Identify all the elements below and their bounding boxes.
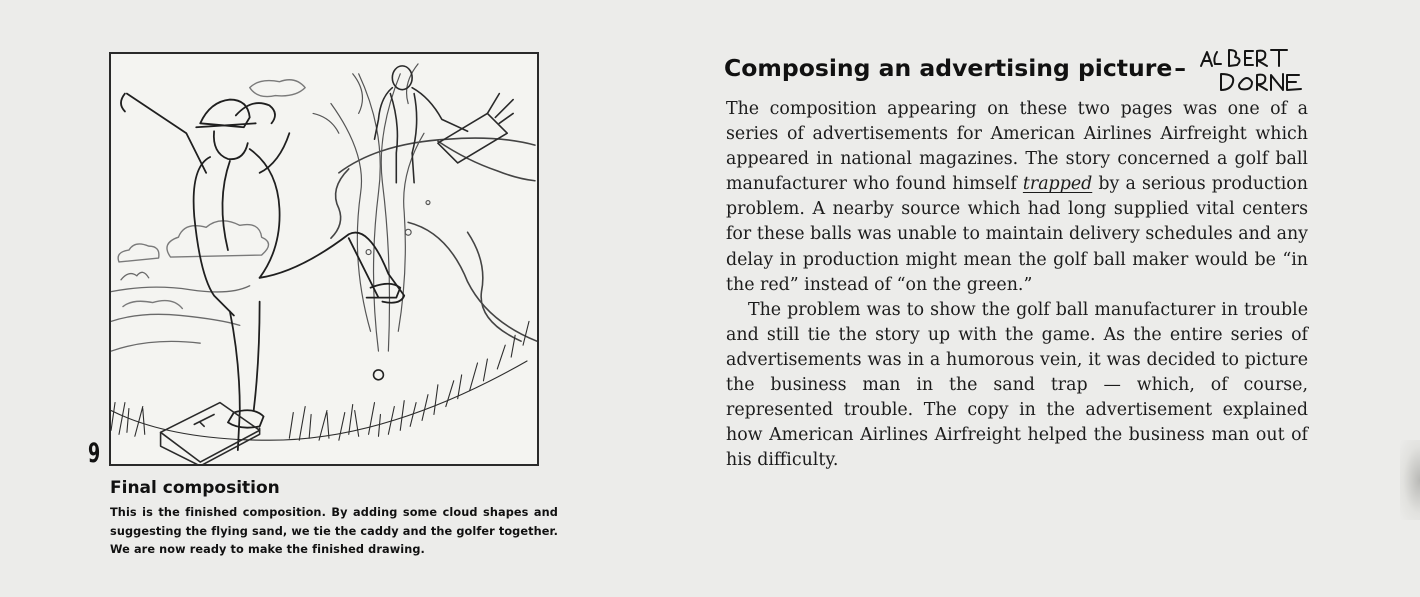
right-page bbox=[690, 0, 1420, 597]
caption-title: Final composition bbox=[110, 478, 280, 498]
handwritten-author-signature bbox=[1195, 44, 1305, 94]
left-page bbox=[0, 0, 690, 597]
article-title-text: Composing an advertising picture bbox=[724, 54, 1173, 82]
article-title bbox=[724, 52, 1186, 84]
paragraph-1-start: The composition appearing on these two pages was one of a series of advertisements for American Airlines Airfreight which appeared in national magazines. The story concerned a golf ball manufacturer who found himself bbox=[726, 99, 1308, 195]
golfer-figure bbox=[121, 94, 404, 451]
title-dash: – bbox=[1174, 54, 1187, 82]
grass-tufts bbox=[111, 321, 529, 440]
sketch-illustration bbox=[109, 52, 539, 466]
golf-ball bbox=[374, 370, 384, 380]
article-body bbox=[726, 97, 1308, 473]
page-curl-shadow bbox=[1400, 440, 1420, 520]
paragraph-1-end: by a serious production problem. A nearby source which had long supplied vital centers for these balls was unable to maintain delivery schedules and any delay in production might mean the golf ball maker would be “in the red” instead of “on the green.” bbox=[726, 174, 1308, 295]
underlined-emphasis: trapped bbox=[1022, 174, 1093, 195]
flying-sand bbox=[313, 64, 430, 351]
page-number: 9 bbox=[88, 438, 101, 469]
caddy-figure bbox=[375, 66, 514, 183]
caption-body: This is the finished composition. By adding some cloud shapes and suggesting the flying sand, we tie the caddy and the golfer together. We are now ready to make the finished drawing. bbox=[110, 506, 558, 556]
bunker-hill bbox=[331, 138, 537, 341]
briefcase bbox=[161, 403, 260, 464]
paragraph-1 bbox=[726, 97, 1308, 298]
paragraph-2: The problem was to show the golf ball manufacturer in trouble and still tie the story up with the game. As the entire series of advertisements was in a humorous vein, it was decided to picture the business man in the sand trap — which, of course, represented trouble. The copy in the advertisement explained how American Airlines Airfreight helped the business man out of his difficulty. bbox=[726, 299, 1308, 471]
